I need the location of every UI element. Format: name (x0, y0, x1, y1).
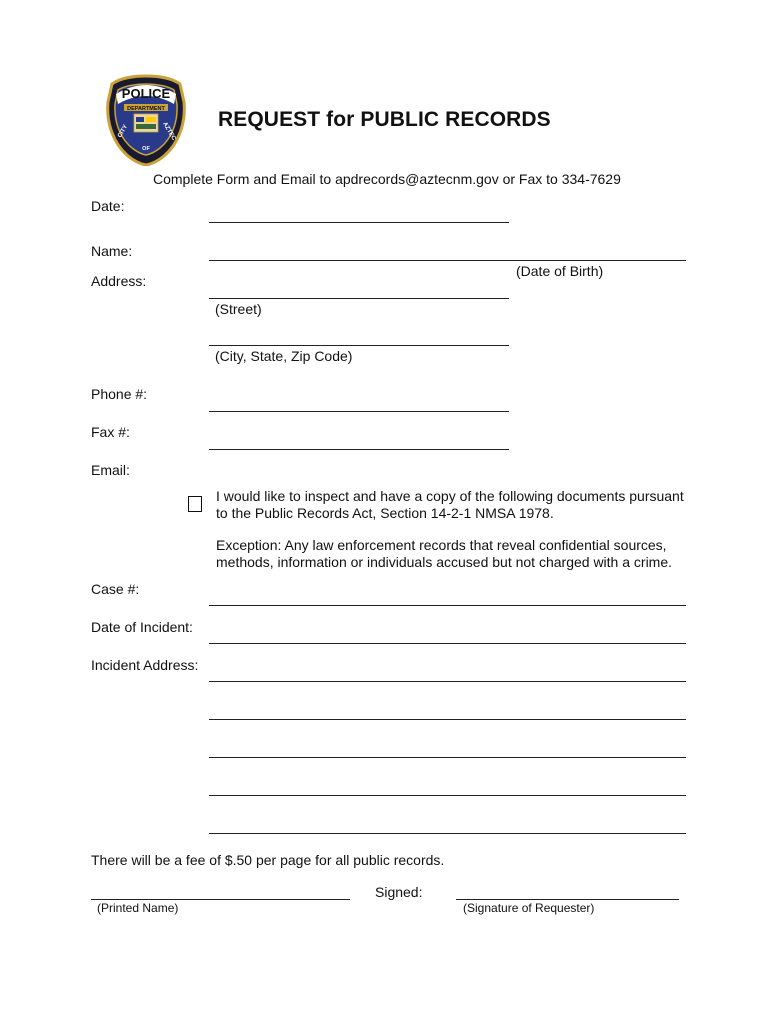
fax-label: Fax #: (91, 424, 130, 440)
police-badge-logo (104, 74, 188, 166)
email-label: Email: (91, 462, 130, 478)
incident-address-line-2[interactable] (209, 719, 686, 720)
signature-input-line[interactable] (456, 899, 679, 900)
signature-caption: (Signature of Requester) (463, 901, 595, 915)
phone-input-line[interactable] (209, 411, 509, 412)
form-title: REQUEST for PUBLIC RECORDS (218, 108, 551, 131)
logo-left-text: CITY (117, 124, 130, 139)
incident-address-label: Incident Address: (91, 657, 199, 673)
street-input-line[interactable] (209, 298, 509, 299)
city-state-zip-input-line[interactable] (209, 345, 509, 346)
exception-text: Exception: Any law enforcement records that reveal confidential sources, methods, information or individuals accused but not charged with a crime. (216, 537, 673, 570)
incident-address-line-5[interactable] (209, 833, 686, 834)
date-of-incident-label: Date of Incident: (91, 619, 193, 635)
logo-right-text: AZTEC (161, 121, 177, 142)
case-label: Case #: (91, 581, 140, 597)
case-input-line[interactable] (209, 605, 686, 606)
instructions-text: Complete Form and Email to apdrecords@aztecnm.gov or Fax to 334-7629 (153, 171, 621, 187)
date-input-line[interactable] (209, 222, 509, 223)
phone-label: Phone #: (91, 386, 148, 402)
logo-bottom-text: OF (142, 146, 150, 152)
incident-address-line-3[interactable] (209, 757, 686, 758)
printed-name-input-line[interactable] (91, 899, 350, 900)
name-label: Name: (91, 243, 133, 259)
fax-input-line[interactable] (209, 449, 509, 450)
incident-address-line-4[interactable] (209, 795, 686, 796)
street-caption: (Street) (215, 301, 262, 317)
logo-ribbon-text: DEPARTMENT (127, 106, 165, 112)
incident-address-line-1[interactable] (209, 681, 686, 682)
city-state-zip-caption: (City, State, Zip Code) (215, 348, 353, 364)
inspect-request-text: I would like to inspect and have a copy of the following documents pursuant to the Public Records Act, Section 14-2-1 NMSA 1978. (216, 488, 684, 521)
date-of-incident-input-line[interactable] (209, 643, 686, 644)
signed-label: Signed: (375, 884, 423, 900)
logo-top-text: POLICE (121, 86, 171, 101)
name-input-line[interactable] (209, 260, 686, 261)
date-label: Date: (91, 198, 125, 214)
printed-name-caption: (Printed Name) (97, 901, 179, 915)
date-of-birth-caption: (Date of Birth) (516, 263, 604, 279)
inspect-request-checkbox[interactable] (188, 496, 202, 512)
address-label: Address: (91, 273, 147, 289)
fee-notice: There will be a fee of $.50 per page for all public records. (91, 852, 445, 868)
